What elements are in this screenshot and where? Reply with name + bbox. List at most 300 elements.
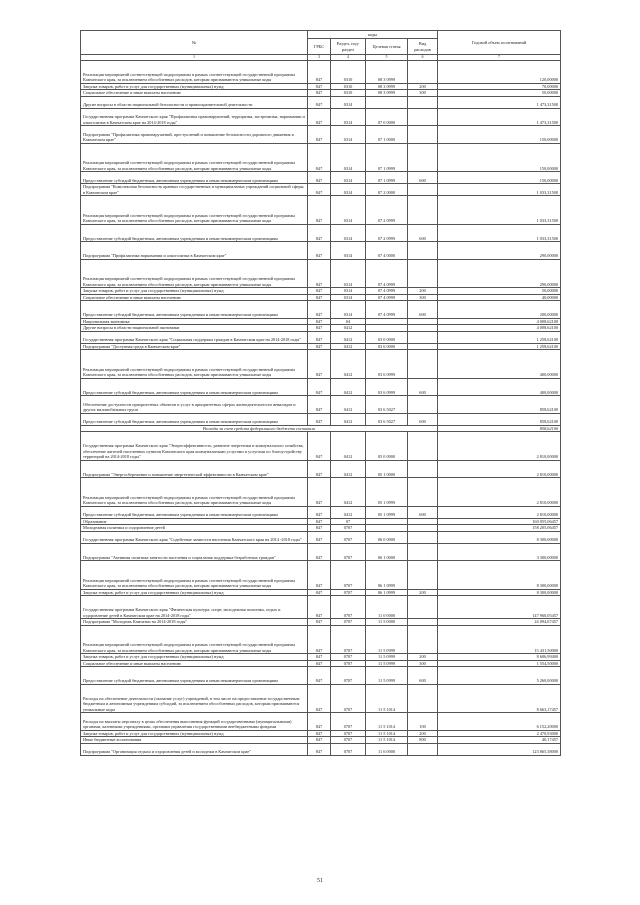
table-row <box>81 667 561 685</box>
cell-name: Реализация мероприятий соответствующей подпрограммы в рамках соответствующей государственной программы Камчатского края, за исключением обособленных расходов, которым присваиваются уникальные коды <box>81 561 308 590</box>
cell-grbs: 847 <box>308 413 331 425</box>
header-section: Раздел, под-раздел <box>331 39 366 55</box>
cell-target-article: 11 5 0999 <box>366 660 408 667</box>
cell-target-article: 07 4 0999 <box>366 294 408 301</box>
column-index: 3 <box>308 55 331 61</box>
cell-amount: 1 033,31500 <box>438 196 561 225</box>
cell-name: Реализация мероприятий соответствующей подпрограммы в рамках соответствующей государственной программы Камчатского края, за исключением обособленных расходов, которым присваиваются уникальные коды <box>81 625 308 654</box>
cell-name: Реализация мероприятий соответствующей подпрограммы в рамках соответствующей государственной программы Камчатского края, за исключением обособленных расходов, которым присваиваются уникальные коды <box>81 350 308 379</box>
cell-section: 0314 <box>331 96 366 108</box>
table-row <box>81 531 561 543</box>
cell-amount: 1 033,31500 <box>438 224 561 242</box>
cell-target-article: 06 1 0000 <box>366 543 408 561</box>
cell-target-article: 11 5 0999 <box>366 654 408 661</box>
cell-expense-type <box>408 625 438 654</box>
cell-section: 0314 <box>331 242 366 260</box>
cell-grbs: 847 <box>308 294 331 301</box>
cell-target-article <box>366 96 408 108</box>
cell-grbs: 847 <box>308 654 331 661</box>
cell-amount: 8 300,00000 <box>438 531 561 543</box>
cell-amount: 1 258,62100 <box>438 343 561 350</box>
table-row <box>81 108 561 126</box>
cell-amount: 290,00000 <box>438 259 561 288</box>
cell-grbs: 847 <box>308 625 331 654</box>
cell-grbs: 847 <box>308 83 331 90</box>
cell-amount: 8 300,00000 <box>438 561 561 590</box>
cell-section: 0412 <box>331 506 366 518</box>
column-index: 4 <box>331 55 366 61</box>
table-row <box>81 378 561 396</box>
header-codes: коды <box>308 31 438 39</box>
cell-section: 07 <box>331 518 366 525</box>
cell-grbs: 847 <box>308 331 331 343</box>
cell-expense-type <box>408 596 438 619</box>
table-row <box>81 625 561 654</box>
cell-section: 0707 <box>331 730 366 737</box>
cell-section: 0314 <box>331 108 366 126</box>
cell-expense-type <box>408 478 438 507</box>
cell-target-article: 05 1 0999 <box>366 506 408 518</box>
cell-expense-type: 300 <box>408 294 438 301</box>
cell-expense-type: 200 <box>408 288 438 295</box>
cell-section: 0310 <box>331 60 366 83</box>
cell-expense-type: 300 <box>408 660 438 667</box>
cell-target-article: 07 2 0999 <box>366 196 408 225</box>
table-row <box>81 713 561 731</box>
cell-name: Подпрограмма "Профилактика правонарушений, преступлений и повышение безопасности дорожного движения в Камчатском крае" <box>81 126 308 144</box>
cell-amount: 2 470,93000 <box>438 730 561 737</box>
cell-target-article: 11 5 1014 <box>366 684 408 713</box>
cell-target-article: 11 5 0999 <box>366 667 408 685</box>
cell-target-article: 11 5 0000 <box>366 619 408 626</box>
cell-expense-type <box>408 242 438 260</box>
cell-section: 0412 <box>331 413 366 425</box>
cell-name: Реализация мероприятий соответствующей подпрограммы в рамках соответствующей государственной программы Камчатского края, за исключением обособленных расходов, которым присваиваются уникальные коды <box>81 259 308 288</box>
cell-amount: 15 431,50000 <box>438 625 561 654</box>
table-row <box>81 184 561 196</box>
cell-grbs: 847 <box>308 525 331 532</box>
cell-name: Реализация мероприятий соответствующей подпрограммы в рамках соответствующей государственной программы Камчатского края, за исключением обособленных расходов, которым присваиваются уникальные коды <box>81 143 308 172</box>
cell-grbs: 847 <box>308 126 331 144</box>
cell-section: 0314 <box>331 126 366 144</box>
cell-section: 0707 <box>331 596 366 619</box>
cell-amount: 147 960,05457 <box>438 596 561 619</box>
cell-grbs: 847 <box>308 713 331 731</box>
cell-target-article: 03 6 0999 <box>366 350 408 379</box>
table-row <box>81 684 561 713</box>
cell-name: Предоставление субсидий бюджетным, автономным учреждениям и иным некоммерческим организациям <box>81 172 308 184</box>
cell-expense-type: 800 <box>408 737 438 744</box>
cell-grbs: 847 <box>308 90 331 97</box>
cell-expense-type <box>408 432 438 461</box>
cell-expense-type <box>408 126 438 144</box>
table-row <box>81 259 561 288</box>
cell-target-article: 03 6 0999 <box>366 378 408 396</box>
cell-target-article: 07 4 0999 <box>366 259 408 288</box>
cell-grbs: 847 <box>308 343 331 350</box>
cell-amount: 8 300,00000 <box>438 589 561 596</box>
cell-grbs: 847 <box>308 531 331 543</box>
cell-grbs: 847 <box>308 619 331 626</box>
table-row <box>81 506 561 518</box>
cell-amount: 5 260,00000 <box>438 667 561 685</box>
cell-grbs: 847 <box>308 259 331 288</box>
cell-expense-type: 600 <box>408 506 438 518</box>
cell-amount: 120,00000 <box>438 60 561 83</box>
header-target-article: Целевая статья <box>366 39 408 55</box>
cell-name: Подпрограмма "Доступная среда в Камчатском крае" <box>81 343 308 350</box>
cell-grbs: 847 <box>308 737 331 744</box>
cell-expense-type <box>408 561 438 590</box>
cell-grbs: 847 <box>308 301 331 319</box>
cell-target-article: 07 2 0000 <box>366 184 408 196</box>
table-row <box>81 460 561 478</box>
cell-amount: 150,00000 <box>438 172 561 184</box>
cell-amount: 1 258,62100 <box>438 331 561 343</box>
cell-grbs: 847 <box>308 350 331 379</box>
table-row <box>81 60 561 83</box>
table-row <box>81 96 561 108</box>
cell-section: 0314 <box>331 301 366 319</box>
cell-section: 0314 <box>331 288 366 295</box>
table-row <box>81 596 561 619</box>
table-row <box>81 301 561 319</box>
cell-section: 0707 <box>331 713 366 731</box>
cell-target-article: 07 2 0999 <box>366 224 408 242</box>
cell-target-article: 03 6 5027 <box>366 396 408 414</box>
cell-amount: 24 094,67457 <box>438 619 561 626</box>
cell-target-article: 06 0 0000 <box>366 531 408 543</box>
table-row <box>81 543 561 561</box>
table-row <box>81 172 561 184</box>
cell-section: 0412 <box>331 331 366 343</box>
cell-target-article: 11 5 1014 <box>366 730 408 737</box>
cell-name: Предоставление субсидий бюджетным, автономным учреждениям и иным некоммерческим организациям <box>81 378 308 396</box>
cell-expense-type: 300 <box>408 90 438 97</box>
page-number: 51 <box>317 878 323 884</box>
cell-expense-type: 100 <box>408 713 438 731</box>
cell-amount: 1 473,31500 <box>438 96 561 108</box>
cell-target-article: 05 1 0999 <box>366 478 408 507</box>
cell-amount: 40,00000 <box>438 294 561 301</box>
cell-section: 0707 <box>331 684 366 713</box>
table-row <box>81 413 561 425</box>
cell-name: Социальное обеспечение и иные выплаты населению <box>81 90 308 97</box>
column-index: 1 <box>81 55 308 61</box>
cell-section: 0412 <box>331 325 366 332</box>
cell-target-article: 07 4 0000 <box>366 242 408 260</box>
table-row <box>81 126 561 144</box>
cell-amount: 150,00000 <box>438 143 561 172</box>
cell-target-article: 07 4 0999 <box>366 301 408 319</box>
cell-target-article: 11 5 1014 <box>366 713 408 731</box>
cell-expense-type <box>408 143 438 172</box>
cell-expense-type: 200 <box>408 654 438 661</box>
cell-grbs: 847 <box>308 184 331 196</box>
cell-grbs: 847 <box>308 506 331 518</box>
cell-amount: 6 152,20000 <box>438 713 561 731</box>
cell-amount: 160 055,06457 <box>438 518 561 525</box>
cell-grbs: 847 <box>308 172 331 184</box>
cell-grbs: 847 <box>308 589 331 596</box>
cell-name: Расходы на обеспечение деятельности (оказание услуг) учреждений, в том числе на предоставление государственным бюджетным и автономным учреждениям субсидий, за исключением обособленных расходов, которым присваиваются уникальные коды <box>81 684 308 713</box>
cell-section: 0412 <box>331 378 366 396</box>
cell-name: Другие вопросы в области национальной экономики <box>81 325 308 332</box>
cell-section: 0707 <box>331 667 366 685</box>
cell-expense-type <box>408 96 438 108</box>
table-row <box>81 432 561 461</box>
header-grbs: ГРБС <box>308 39 331 55</box>
cell-amount: 2 810,00000 <box>438 506 561 518</box>
cell-name: Государственная программа Камчатского края "Содействие занятости населения Камчатского края на 2014 -2018 годы" <box>81 531 308 543</box>
cell-amount: 50,00000 <box>438 288 561 295</box>
cell-section: 0707 <box>331 737 366 744</box>
table-row <box>81 224 561 242</box>
cell-grbs: 847 <box>308 432 331 461</box>
cell-target-article: 11 0 0000 <box>366 596 408 619</box>
note-text: Расходы за счет средств федерального бюджета составили <box>81 425 438 432</box>
cell-section: 0707 <box>331 589 366 596</box>
budget-allocation-table <box>80 30 561 756</box>
cell-name: Предоставление субсидий бюджетным, автономным учреждениям и иным некоммерческим организациям <box>81 667 308 685</box>
cell-grbs: 847 <box>308 196 331 225</box>
cell-amount: 1 473,31500 <box>438 108 561 126</box>
cell-target-article: 11 5 0999 <box>366 625 408 654</box>
cell-grbs: 847 <box>308 730 331 737</box>
cell-section: 0707 <box>331 619 366 626</box>
cell-section: 0314 <box>331 143 366 172</box>
table-row <box>81 143 561 172</box>
cell-section: 0707 <box>331 531 366 543</box>
table-row <box>81 396 561 414</box>
cell-expense-type: 600 <box>408 224 438 242</box>
cell-section: 0707 <box>331 543 366 561</box>
cell-grbs: 847 <box>308 478 331 507</box>
column-index: 5 <box>366 55 408 61</box>
cell-grbs: 847 <box>308 596 331 619</box>
cell-expense-type <box>408 259 438 288</box>
cell-name: Социальное обеспечение и иные выплаты населению <box>81 294 308 301</box>
cell-target-article: 03 6 5027 <box>366 413 408 425</box>
cell-section: 0314 <box>331 224 366 242</box>
cell-expense-type <box>408 108 438 126</box>
cell-name: Подпрограмма "Молодежь Камчатки на 2014-2018 годы" <box>81 619 308 626</box>
cell-section: 0310 <box>331 83 366 90</box>
cell-section: 0314 <box>331 172 366 184</box>
cell-expense-type: 200 <box>408 730 438 737</box>
cell-name: Подпрограмма "Энергосбережение и повышение энергетической эффективности в Камчатском крае" <box>81 460 308 478</box>
cell-section: 0707 <box>331 625 366 654</box>
cell-section: 0412 <box>331 350 366 379</box>
cell-expense-type: 600 <box>408 301 438 319</box>
cell-grbs: 847 <box>308 684 331 713</box>
cell-target-article: 07 4 0999 <box>366 288 408 295</box>
cell-name: Социальное обеспечение и иные выплаты населению <box>81 660 308 667</box>
cell-expense-type <box>408 60 438 83</box>
cell-grbs: 847 <box>308 224 331 242</box>
cell-section: 0314 <box>331 184 366 196</box>
cell-section: 0707 <box>331 561 366 590</box>
table-row <box>81 350 561 379</box>
cell-name: Национальная экономика <box>81 318 308 325</box>
cell-name: Иные бюджетные ассигнования <box>81 737 308 744</box>
cell-amount: 858,62100 <box>438 413 561 425</box>
cell-grbs: 847 <box>308 667 331 685</box>
table-row <box>81 242 561 260</box>
cell-section: 0707 <box>331 660 366 667</box>
cell-section: 0412 <box>331 343 366 350</box>
cell-target-article: 08 3 0999 <box>366 90 408 97</box>
cell-expense-type: 600 <box>408 667 438 685</box>
cell-expense-type <box>408 743 438 755</box>
cell-name: Реализация мероприятий соответствующей подпрограммы в рамках соответствующей государственной программы Камчатского края, за исключением обособленных расходов, которым присваиваются уникальные коды <box>81 60 308 83</box>
cell-name: Расходы на выплаты персоналу в целях обеспечения выполнения функций государственными (муниципальными) органами, казенными учреждениями, органами управления государственными внебюджетными фондами <box>81 713 308 731</box>
cell-name: Образование <box>81 518 308 525</box>
cell-name: Государственная программа Камчатского края "Профилактика правонарушений, терроризма, экстремизма, наркомании и алкоголизма в Камчатском крае на 2014-2018 годы" <box>81 108 308 126</box>
cell-amount: 4 008,62100 <box>438 325 561 332</box>
cell-amount: 1 033,31500 <box>438 184 561 196</box>
cell-grbs: 847 <box>308 96 331 108</box>
cell-target-article: 03 6 0000 <box>366 343 408 350</box>
cell-grbs: 847 <box>308 325 331 332</box>
cell-target-article: 07 1 0999 <box>366 172 408 184</box>
cell-name: Подпрограмма "Комплексная безопасность краевых государственных и муниципальных учреждений социальной сферы в Камчатском крае" <box>81 184 308 196</box>
cell-target-article: 07 0 0000 <box>366 108 408 126</box>
cell-target-article: 08 3 0999 <box>366 60 408 83</box>
cell-expense-type: 600 <box>408 378 438 396</box>
cell-amount: 40,17457 <box>438 737 561 744</box>
cell-grbs: 847 <box>308 288 331 295</box>
cell-section: 0412 <box>331 396 366 414</box>
cell-section: 0314 <box>331 196 366 225</box>
cell-name: Государственная программа Камчатского края "Социальная поддержка граждан в Камчатском крае на 2014-2018 годы" <box>81 331 308 343</box>
cell-section: 0412 <box>331 432 366 461</box>
document-page <box>80 30 560 756</box>
cell-expense-type <box>408 184 438 196</box>
cell-grbs: 847 <box>308 396 331 414</box>
cell-section: 0707 <box>331 525 366 532</box>
table-row <box>81 743 561 755</box>
cell-target-article: 05 1 0000 <box>366 460 408 478</box>
cell-amount: 123 865,38000 <box>438 743 561 755</box>
cell-name: Предоставление субсидий бюджетным, автономным учреждениям и иным некоммерческим организациям <box>81 224 308 242</box>
cell-grbs: 847 <box>308 108 331 126</box>
cell-amount: 200,00000 <box>438 301 561 319</box>
header-annual-amount: Годовой объем ассигнований <box>438 31 561 55</box>
cell-expense-type <box>408 543 438 561</box>
cell-grbs: 847 <box>308 143 331 172</box>
cell-name: Закупка товаров, работ и услуг для государственных (муниципальных) нужд <box>81 730 308 737</box>
cell-amount: 50,00000 <box>438 90 561 97</box>
cell-name: Реализация мероприятий соответствующей подпрограммы в рамках соответствующей государственной программы Камчатского края, за исключением обособленных расходов, которым присваиваются уникальные коды <box>81 478 308 507</box>
cell-target-article: 03 0 0000 <box>366 331 408 343</box>
cell-expense-type: 200 <box>408 83 438 90</box>
cell-grbs: 847 <box>308 60 331 83</box>
column-index: 7 <box>438 55 561 61</box>
cell-expense-type <box>408 684 438 713</box>
cell-expense-type <box>408 350 438 379</box>
cell-amount: 4 008,62100 <box>438 318 561 325</box>
cell-name: Закупка товаров, работ и услуг для государственных (муниципальных) нужд <box>81 654 308 661</box>
cell-grbs: 847 <box>308 318 331 325</box>
cell-name: Закупка товаров, работ и услуг для государственных (муниципальных) нужд <box>81 83 308 90</box>
cell-expense-type <box>408 396 438 414</box>
cell-amount: 858,62100 <box>438 396 561 414</box>
cell-amount: 8 663,17457 <box>438 684 561 713</box>
cell-amount: 2 810,00000 <box>438 432 561 461</box>
cell-expense-type <box>408 460 438 478</box>
cell-target-article: 08 3 0999 <box>366 83 408 90</box>
cell-amount: 158 205,06457 <box>438 525 561 532</box>
cell-grbs: 847 <box>308 242 331 260</box>
cell-grbs: 847 <box>308 561 331 590</box>
cell-name: Обеспечение доступности приоритетных объектов и услуг в приоритетных сферах жизнедеятельности инвалидов и других маломобильных групп <box>81 396 308 414</box>
cell-name: Государственная программа Камчатского края "Энергоэффективность, развитие энергетики и коммунального хозяйства, обеспечение жителей населенных пунктов Камчатского края коммунальными услугами и услугами по благоустройству территорий на 2014-2018 годы" <box>81 432 308 461</box>
cell-expense-type <box>408 331 438 343</box>
cell-amount: 290,00000 <box>438 242 561 260</box>
cell-section: 0310 <box>331 90 366 97</box>
cell-expense-type <box>408 531 438 543</box>
header-number: № <box>81 31 308 55</box>
cell-name: Подпрограмма "Профилактика наркомании и алкоголизма в Камчатском крае" <box>81 242 308 260</box>
cell-amount: 400,00000 <box>438 350 561 379</box>
cell-name: Подпрограмма "Активная политика занятости населения и социальная поддержка безработных граждан" <box>81 543 308 561</box>
cell-section: 04 <box>331 318 366 325</box>
cell-target-article: 06 1 0999 <box>366 589 408 596</box>
cell-amount: 858,62100 <box>438 425 561 432</box>
cell-name: Другие вопросы в области национальной безопасности и правоохранительной деятельности <box>81 96 308 108</box>
table-body <box>81 60 561 755</box>
cell-amount: 150,00000 <box>438 126 561 144</box>
cell-grbs: 847 <box>308 543 331 561</box>
cell-expense-type: 200 <box>408 589 438 596</box>
cell-target-article: 06 1 0999 <box>366 561 408 590</box>
cell-amount: 2 810,00000 <box>438 478 561 507</box>
cell-section: 0707 <box>331 654 366 661</box>
cell-target-article: 05 0 0000 <box>366 432 408 461</box>
column-index: 6 <box>408 55 438 61</box>
cell-grbs: 847 <box>308 660 331 667</box>
cell-amount: 2 810,00000 <box>438 460 561 478</box>
cell-section: 0412 <box>331 460 366 478</box>
cell-target-article: 11 5 1014 <box>366 737 408 744</box>
cell-section: 0314 <box>331 294 366 301</box>
cell-expense-type <box>408 196 438 225</box>
table-row <box>81 561 561 590</box>
table-row <box>81 331 561 343</box>
cell-target-article: 07 1 0000 <box>366 126 408 144</box>
cell-name: Предоставление субсидий бюджетным, автономным учреждениям и иным некоммерческим организациям <box>81 301 308 319</box>
cell-name: Подпрограмма "Организация отдыха и оздоровления детей и молодежи в Камчатском крае" <box>81 743 308 755</box>
table-row <box>81 478 561 507</box>
cell-amount: 8 606,99400 <box>438 654 561 661</box>
cell-target-article: 11 6 0000 <box>366 743 408 755</box>
cell-amount: 70,00000 <box>438 83 561 90</box>
cell-expense-type: 600 <box>408 413 438 425</box>
cell-name: Закупка товаров, работ и услуг для государственных (муниципальных) нужд <box>81 589 308 596</box>
cell-name: Молодежная политика и оздоровление детей <box>81 525 308 532</box>
cell-grbs: 847 <box>308 460 331 478</box>
cell-name: Реализация мероприятий соответствующей подпрограммы в рамках соответствующей государственной программы Камчатского края, за исключением обособленных расходов, которым присваиваются уникальные коды <box>81 196 308 225</box>
cell-amount: 400,00000 <box>438 378 561 396</box>
cell-grbs: 847 <box>308 378 331 396</box>
cell-name: Государственная программа Камчатского края "Физическая культура, спорт, молодежная политика, отдых и оздоровление детей в Камчатском крае на 2014-2018 годы" <box>81 596 308 619</box>
cell-name: Предоставление субсидий бюджетным, автономным учреждениям и иным некоммерческим организациям <box>81 413 308 425</box>
cell-target-article: 07 1 0999 <box>366 143 408 172</box>
cell-name: Закупка товаров, работ и услуг для государственных (муниципальных) нужд <box>81 288 308 295</box>
cell-expense-type: 600 <box>408 172 438 184</box>
cell-section: 0412 <box>331 478 366 507</box>
